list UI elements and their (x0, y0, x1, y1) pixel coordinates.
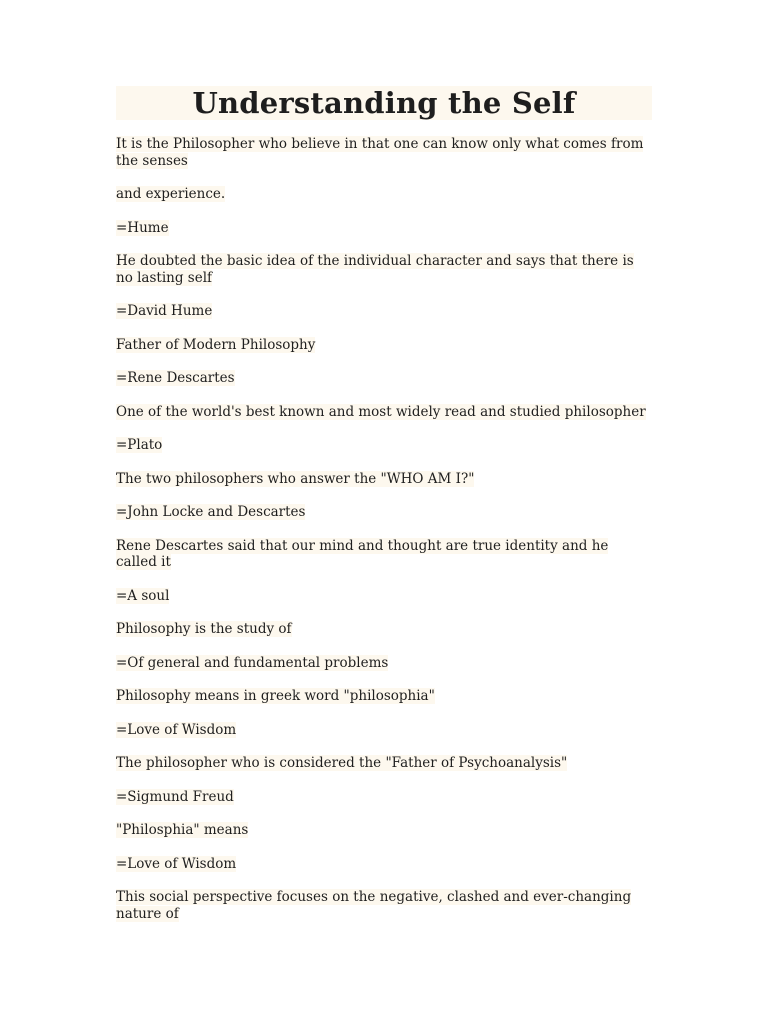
answer-text: =Love of Wisdom (116, 721, 237, 738)
question-text: Father of Modern Philosophy (116, 336, 316, 353)
question-text: One of the world's best known and most widely read and studied philosopher (116, 403, 646, 420)
answer-text: =Plato (116, 437, 163, 453)
page-title: Understanding the Self (192, 86, 576, 120)
question-text: He doubted the basic idea of the individual character and says that there is no lasting self (116, 253, 634, 286)
question-text: and experience. (116, 186, 226, 202)
answer-text: =Rene Descartes (116, 370, 235, 386)
answer-text: =Of general and fundamental problems (116, 654, 389, 671)
answer-text: =David Hume (116, 303, 213, 319)
question-text: Philosophy means in greek word "philosophia" (116, 688, 435, 704)
answer-text: =Hume (116, 219, 169, 236)
answer-text: =John Locke and Descartes (116, 504, 306, 520)
answer-text: =Love of Wisdom (116, 855, 237, 872)
answer-text: =A soul (116, 587, 170, 604)
question-text: The philosopher who is considered the "Father of Psychoanalysis" (116, 755, 568, 771)
question-text: This social perspective focuses on the negative, clashed and ever-changing nature of (116, 889, 632, 922)
question-text: Philosophy is the study of (116, 621, 292, 637)
question-text: Rene Descartes said that our mind and thought are true identity and he called it (116, 537, 609, 570)
question-text: "Philosphia" means (116, 822, 249, 838)
entry-list (116, 136, 652, 922)
question-text: It is the Philosopher who believe in that one can know only what comes from the senses (116, 136, 644, 169)
title-band (116, 86, 652, 120)
question-text: The two philosophers who answer the "WHO AM I?" (116, 470, 475, 487)
document-page (116, 86, 652, 939)
answer-text: =Sigmund Freud (116, 788, 234, 805)
